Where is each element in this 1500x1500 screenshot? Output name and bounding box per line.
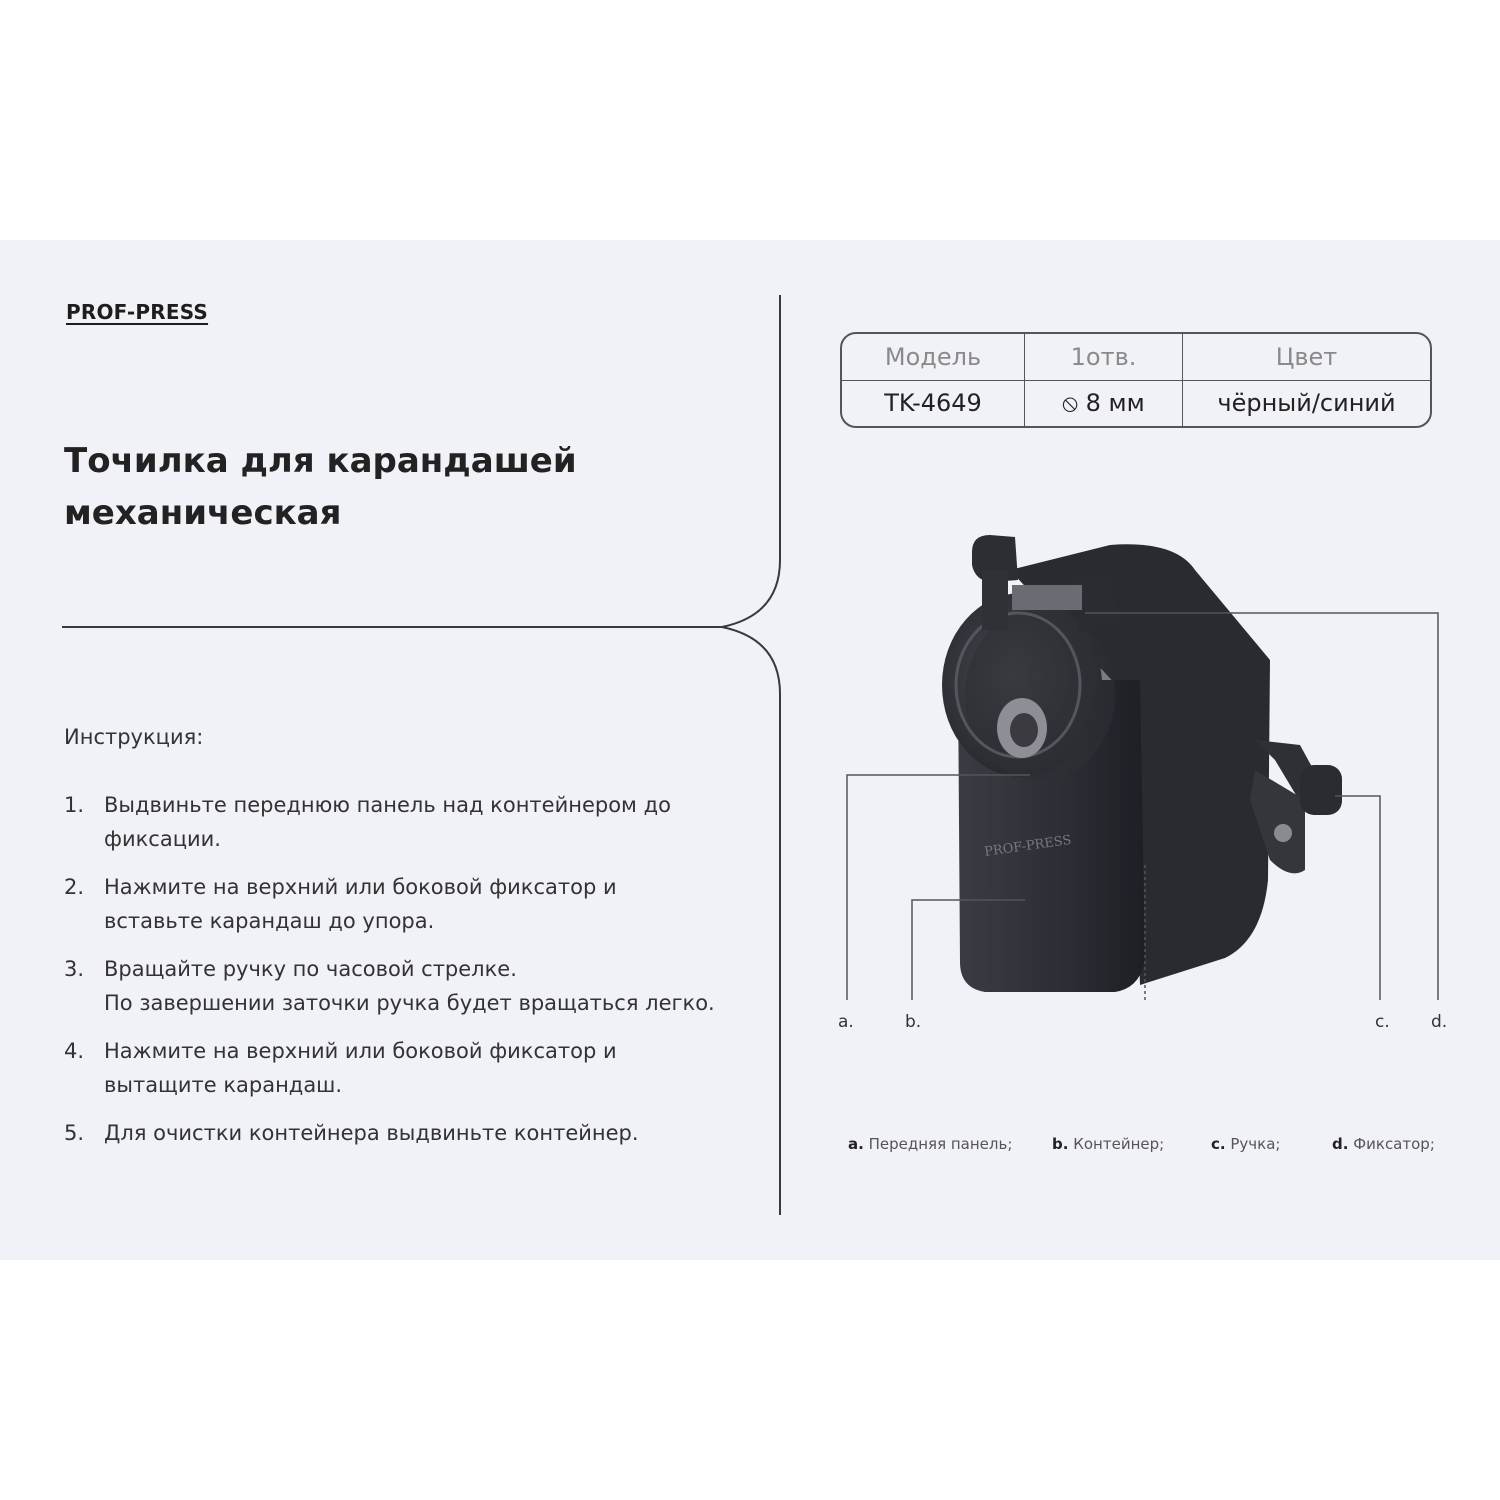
step-number: 4.	[64, 1039, 85, 1063]
instruction-card	[0, 240, 1500, 1260]
step-line-1: Нажмите на верхний или боковой фиксатор и	[104, 1039, 617, 1063]
instructions-heading: Инструкция:	[64, 725, 204, 749]
legend-text: Передняя панель;	[868, 1135, 1013, 1153]
part-label-d: d.	[1431, 1012, 1448, 1032]
parts-legend	[848, 1135, 1448, 1159]
spec-diameter-value: ⦸ 8 мм	[1025, 380, 1183, 426]
legend-letter: b.	[1052, 1135, 1069, 1153]
body-brand-label: PROF-PRESS	[983, 832, 1073, 860]
step-number: 2.	[64, 875, 85, 899]
spec-header-color: Цвет	[1183, 334, 1431, 380]
part-label-a: a.	[838, 1012, 854, 1032]
spec-color-value: чёрный/синий	[1183, 380, 1431, 426]
legend-text: Контейнер;	[1073, 1135, 1165, 1153]
legend-item	[1211, 1135, 1280, 1153]
step-line-2: вытащите карандаш.	[104, 1073, 343, 1097]
spec-header-holes: 1отв.	[1025, 334, 1183, 380]
title-line-2: механическая	[64, 493, 342, 533]
legend-text: Фиксатор;	[1353, 1135, 1435, 1153]
step-line-1: Для очистки контейнера выдвиньте контейнер.	[104, 1121, 639, 1145]
step-line-2: вставьте карандаш до упора.	[104, 909, 435, 933]
spec-model-value: TK-4649	[842, 380, 1025, 426]
clamp-bar	[1012, 585, 1082, 610]
legend-text: Ручка;	[1230, 1135, 1281, 1153]
step-line-1: Выдвиньте переднюю панель над контейнером до	[104, 793, 671, 817]
step-number: 3.	[64, 957, 85, 981]
step-line-2: По завершении заточки ручка будет вращаться легко.	[104, 991, 715, 1015]
crank-handle	[1300, 765, 1342, 815]
spec-header-model: Модель	[842, 334, 1025, 380]
sharpener-illustration	[0, 240, 1500, 1260]
crank-pivot-icon	[1274, 824, 1292, 842]
title-line-1: Точилка для карандашей	[64, 441, 577, 481]
step-line-1: Нажмите на верхний или боковой фиксатор и	[104, 875, 617, 899]
brand-logo: PROF-PRESS	[66, 300, 209, 324]
legend-item	[848, 1135, 1012, 1153]
legend-item	[1332, 1135, 1435, 1153]
legend-letter: a.	[848, 1135, 864, 1153]
part-label-b: b.	[905, 1012, 922, 1032]
legend-letter: c.	[1211, 1135, 1226, 1153]
step-line-1: Вращайте ручку по часовой стрелке.	[104, 957, 517, 981]
step-line-2: фиксации.	[104, 827, 221, 851]
part-label-c: c.	[1375, 1012, 1390, 1032]
step-number: 1.	[64, 793, 85, 817]
step-number: 5.	[64, 1121, 85, 1145]
legend-item	[1052, 1135, 1164, 1153]
legend-letter: d.	[1332, 1135, 1349, 1153]
